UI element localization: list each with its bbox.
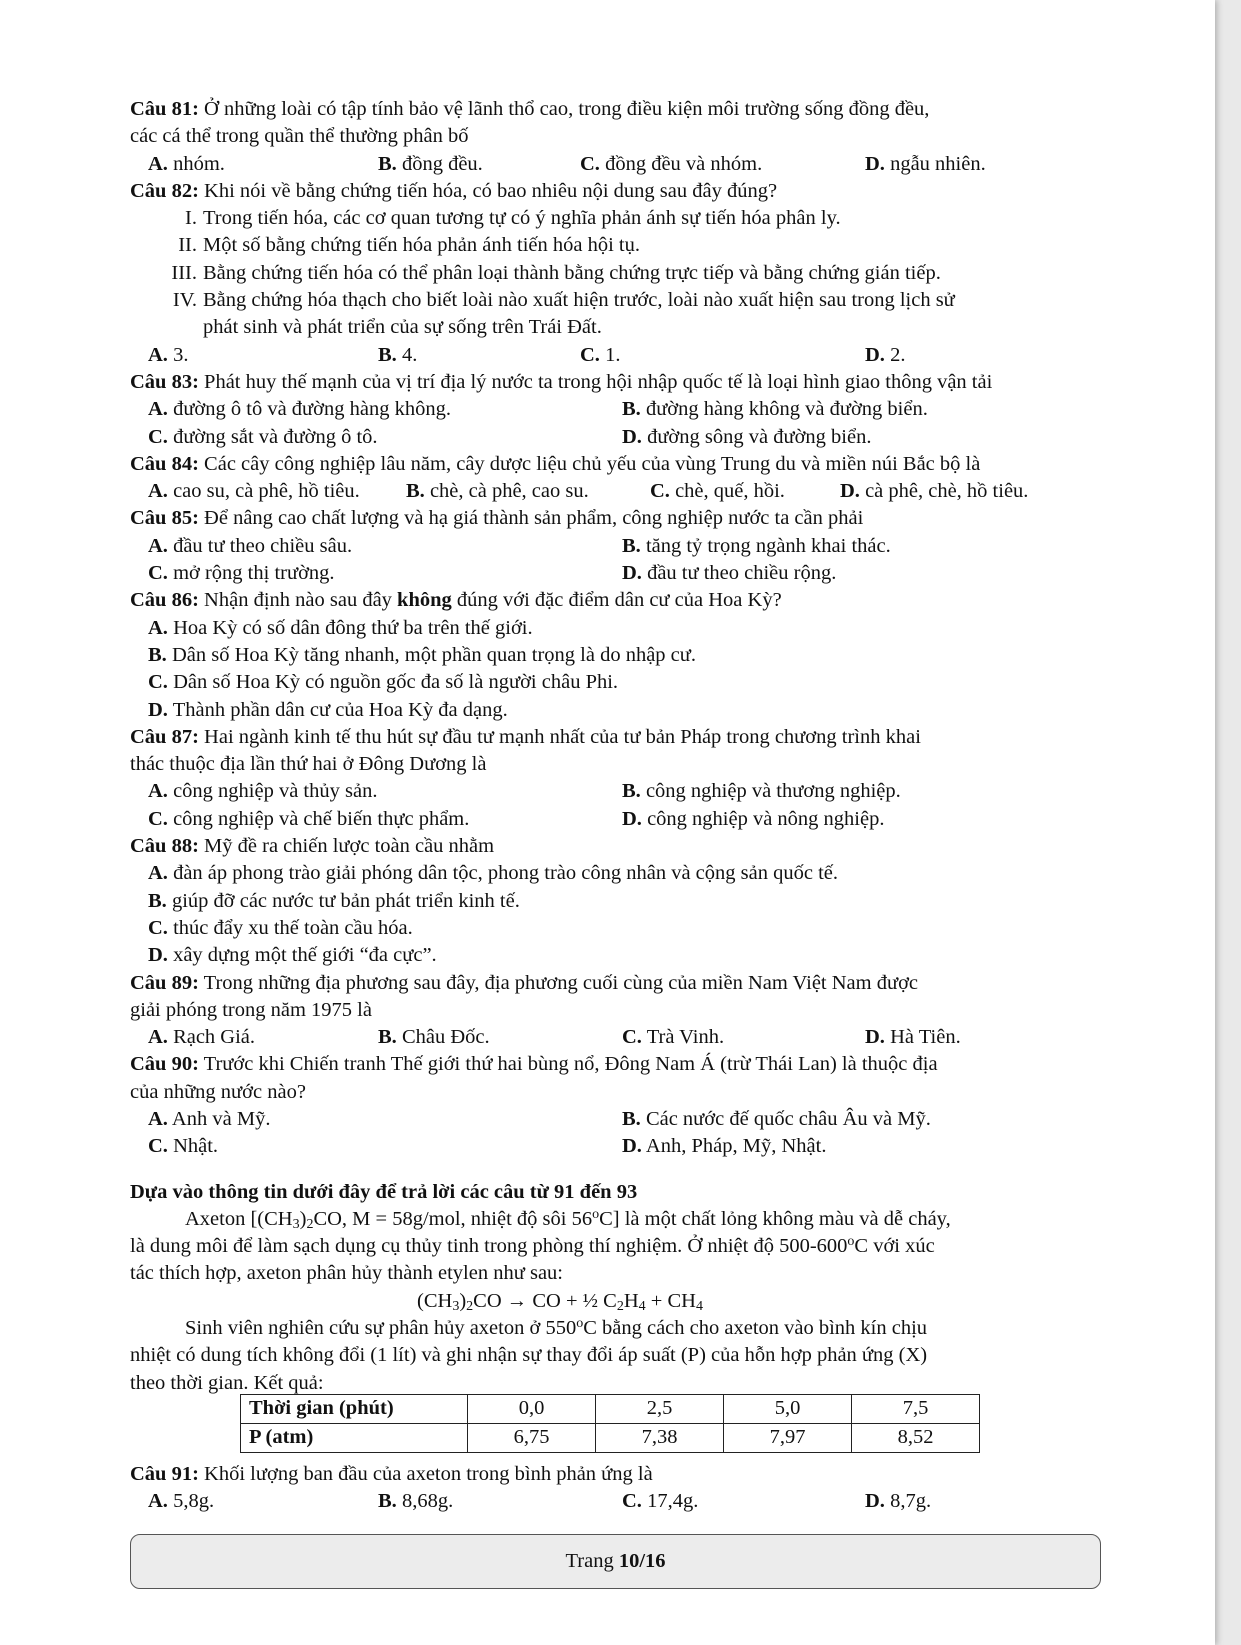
passage-line-3: tác thích hợp, axeton phân hủy thành etylen như sau:	[130, 1262, 563, 1285]
passage-line-5: nhiệt có dung tích không đổi (1 lít) và ghi nhận sự thay đổi áp suất (P) của hỗn hợp phản ứng (X)	[130, 1344, 928, 1367]
q82-item-4: IV. Bằng chứng hóa thạch cho biết loài nào xuất hiện trước, loài nào xuất hiện sau trong lịch sử	[172, 289, 955, 312]
table-cell: 8,52	[852, 1423, 980, 1452]
q88-option-d: D. xây dựng một thế giới “đa cực”.	[148, 944, 437, 967]
q91-option-b: B. 8,68g.	[378, 1489, 454, 1512]
q81-stem-cont: các cá thể trong quần thể thường phân bố	[130, 125, 469, 148]
q88-option-a: A. đàn áp phong trào giải phóng dân tộc, phong trào công nhân và cộng sản quốc tế.	[148, 862, 839, 885]
q86-option-a: A. Hoa Kỳ có số dân đông thứ ba trên thế giới.	[148, 616, 533, 639]
q85-option-c: C. mở rộng thị trường.	[148, 562, 335, 585]
q86-option-d: D. Thành phần dân cư của Hoa Kỳ đa dạng.	[148, 698, 508, 721]
q82-stem: Câu 82: Khi nói về bằng chứng tiến hóa, có bao nhiêu nội dung sau đây đúng?	[130, 179, 778, 202]
q90-option-a: A. Anh và Mỹ.	[148, 1107, 271, 1130]
q82-option-c: C. 1.	[580, 343, 621, 366]
q84-option-d: D. cà phê, chè, hồ tiêu.	[840, 480, 1029, 503]
q91-options	[130, 1488, 1100, 1515]
q88-option-c: C. thúc đẩy xu thế toàn cầu hóa.	[148, 916, 413, 939]
table-cell: P (atm)	[241, 1423, 468, 1452]
q90-option-d: D. Anh, Pháp, Mỹ, Nhật.	[622, 1135, 827, 1158]
q84-option-a: A. cao su, cà phê, hồ tiêu.	[148, 480, 360, 503]
q87-option-c: C. công nghiệp và chế biến thực phẩm.	[148, 807, 470, 830]
q85-option-d: D. đầu tư theo chiều rộng.	[622, 562, 837, 585]
q82-item-2: II. Một số bằng chứng tiến hóa phản ánh tiến hóa hội tụ.	[178, 234, 640, 257]
table-cell: 6,75	[468, 1423, 596, 1452]
passage-line-4: Sinh viên nghiên cứu sự phân hủy axeton ở 550$^o$C bằng cách cho axeton vào bình kín chịu	[185, 1316, 928, 1340]
q82-option-b: B. 4.	[378, 343, 418, 366]
q86-stem: Câu 86: Nhận định nào sau đây không đúng với đặc điểm dân cư của Hoa Kỳ?	[130, 589, 782, 612]
q85-options-ab	[130, 533, 1100, 560]
q82-option-a: A. 3.	[148, 343, 189, 366]
q84-stem: Câu 84: Các cây công nghiệp lâu năm, cây dược liệu chủ yếu của vùng Trung du và miền núi Bắc bộ là	[130, 452, 981, 475]
q90-option-c: C. Nhật.	[148, 1135, 219, 1158]
table-cell: 0,0	[468, 1394, 596, 1423]
q84-option-c: C. chè, quế, hồi.	[650, 480, 785, 503]
q89-options	[130, 1024, 1100, 1051]
q88-option-b: B. giúp đỡ các nước tư bản phát triển kinh tế.	[148, 889, 520, 912]
q81-option-a: A. nhóm.	[148, 152, 225, 175]
passage-heading: Dựa vào thông tin dưới đây để trả lời các câu từ 91 đến 93	[130, 1180, 638, 1203]
q85-stem: Câu 85: Để nâng cao chất lượng và hạ giá thành sản phẩm, công nghiệp nước ta cần phải	[130, 507, 864, 530]
q83-options-ab	[130, 396, 1100, 423]
q90-stem: Câu 90: Trước khi Chiến tranh Thế giới thứ hai bùng nổ, Đông Nam Á (trừ Thái Lan) là thuộc địa	[130, 1053, 938, 1076]
q83-option-b: B. đường hàng không và đường biển.	[622, 398, 928, 421]
q91-option-a: A. 5,8g.	[148, 1489, 215, 1512]
q83-stem: Câu 83: Phát huy thế mạnh của vị trí địa lý nước ta trong hội nhập quốc tế là loại hình giao thông vận tải	[130, 370, 993, 393]
passage-line-6: theo thời gian. Kết quả:	[130, 1371, 324, 1394]
q87-option-d: D. công nghiệp và nông nghiệp.	[622, 807, 885, 830]
q91-stem: Câu 91: Khối lượng ban đầu của axeton trong bình phản ứng là	[130, 1462, 653, 1485]
q91-option-d: D. 8,7g.	[865, 1489, 932, 1512]
q91-option-c: C. 17,4g.	[622, 1489, 699, 1512]
exam-content	[130, 96, 1100, 1515]
q83-option-c: C. đường sắt và đường ô tô.	[148, 425, 378, 448]
q90-options-cd	[130, 1133, 1100, 1160]
q86-option-c: C. Dân số Hoa Kỳ có nguồn gốc đa số là người châu Phi.	[148, 671, 619, 694]
page-label: Trang	[565, 1550, 614, 1572]
q86-option-b: B. Dân số Hoa Kỳ tăng nhanh, một phần quan trọng là do nhập cư.	[148, 643, 697, 666]
q84-options	[130, 478, 1100, 505]
page-footer	[130, 1534, 1101, 1589]
table-cell: Thời gian (phút)	[241, 1394, 468, 1423]
q90-options-ab	[130, 1106, 1100, 1133]
q83-option-a: A. đường ô tô và đường hàng không.	[148, 398, 451, 421]
table-cell: 5,0	[724, 1394, 852, 1423]
q82-item-3: III. Bằng chứng tiến hóa có thể phân loại thành bằng chứng trực tiếp và bằng chứng gián tiếp.	[171, 261, 941, 284]
q87-option-a: A. công nghiệp và thủy sản.	[148, 780, 378, 803]
q81-options	[130, 151, 1100, 178]
q81-option-b: B. đồng đều.	[378, 152, 483, 175]
q89-stem: Câu 89: Trong những địa phương sau đây, địa phương cuối cùng của miền Nam Việt Nam được	[130, 971, 919, 994]
q81-option-c: C. đồng đều và nhóm.	[580, 152, 763, 175]
q90-stem-cont: của những nước nào?	[130, 1080, 306, 1103]
q85-option-b: B. tăng tỷ trọng ngành khai thác.	[622, 534, 891, 557]
q81-option-d: D. ngẫu nhiên.	[865, 152, 986, 175]
q87-stem: Câu 87: Hai ngành kinh tế thu hút sự đầu tư mạnh nhất của tư bản Pháp trong chương trình khai	[130, 725, 921, 748]
pressure-table	[240, 1394, 980, 1453]
table-cell: 7,5	[852, 1394, 980, 1423]
q89-option-d: D. Hà Tiên.	[865, 1026, 961, 1049]
q82-item-1: I. Trong tiến hóa, các cơ quan tương tự có ý nghĩa phản ánh sự tiến hóa phân ly.	[185, 207, 841, 230]
q84-option-b: B. chè, cà phê, cao su.	[406, 480, 589, 503]
q82-options	[130, 342, 1100, 369]
table-cell: 7,97	[724, 1423, 852, 1452]
q87-options-cd	[130, 806, 1100, 833]
q89-option-a: A. Rạch Giá.	[148, 1026, 256, 1049]
q89-option-c: C. Trà Vinh.	[622, 1026, 725, 1049]
q83-options-cd	[130, 424, 1100, 451]
q85-options-cd	[130, 560, 1100, 587]
q89-option-b: B. Châu Đốc.	[378, 1026, 490, 1049]
table-row	[241, 1394, 980, 1423]
passage-line-2: là dung môi để làm sạch dụng cụ thủy tinh trong phòng thí nghiệm. Ở nhiệt độ 500-600$^o$C với xúc	[130, 1234, 935, 1258]
q89-stem-cont: giải phóng trong năm 1975 là	[130, 998, 372, 1021]
table-row	[241, 1423, 980, 1452]
q88-stem: Câu 88: Mỹ đề ra chiến lược toàn cầu nhằm	[130, 835, 495, 858]
q81-stem: Câu 81: Ở những loài có tập tính bảo vệ lãnh thổ cao, trong điều kiện môi trường sống đồng đều,	[130, 98, 930, 120]
table-cell: 7,38	[596, 1423, 724, 1452]
q90-option-b: B. Các nước đế quốc châu Âu và Mỹ.	[622, 1107, 931, 1130]
q82-option-d: D. 2.	[865, 343, 906, 366]
reaction-equation: $(CH_3)_2CO$ → CO + ½ $C_2H_4 + CH_4$	[417, 1289, 703, 1314]
table-cell: 2,5	[596, 1394, 724, 1423]
q85-option-a: A. đầu tư theo chiều sâu.	[148, 534, 353, 557]
q83-option-d: D. đường sông và đường biển.	[622, 425, 872, 448]
q87-stem-cont: thác thuộc địa lần thứ hai ở Đông Dương là	[130, 753, 487, 776]
q87-options-ab	[130, 778, 1100, 805]
page-number: 10/16	[618, 1550, 666, 1572]
passage-line-1: Axeton [$(CH_3)_2CO$, M = 58g/mol, nhiệt độ sôi 56$^o$C] là một chất lỏng không màu và dễ cháy,	[185, 1206, 951, 1232]
q82-item-4-cont: phát sinh và phát triển của sự sống trên Trái Đất.	[203, 316, 602, 339]
q87-option-b: B. công nghiệp và thương nghiệp.	[622, 780, 901, 803]
